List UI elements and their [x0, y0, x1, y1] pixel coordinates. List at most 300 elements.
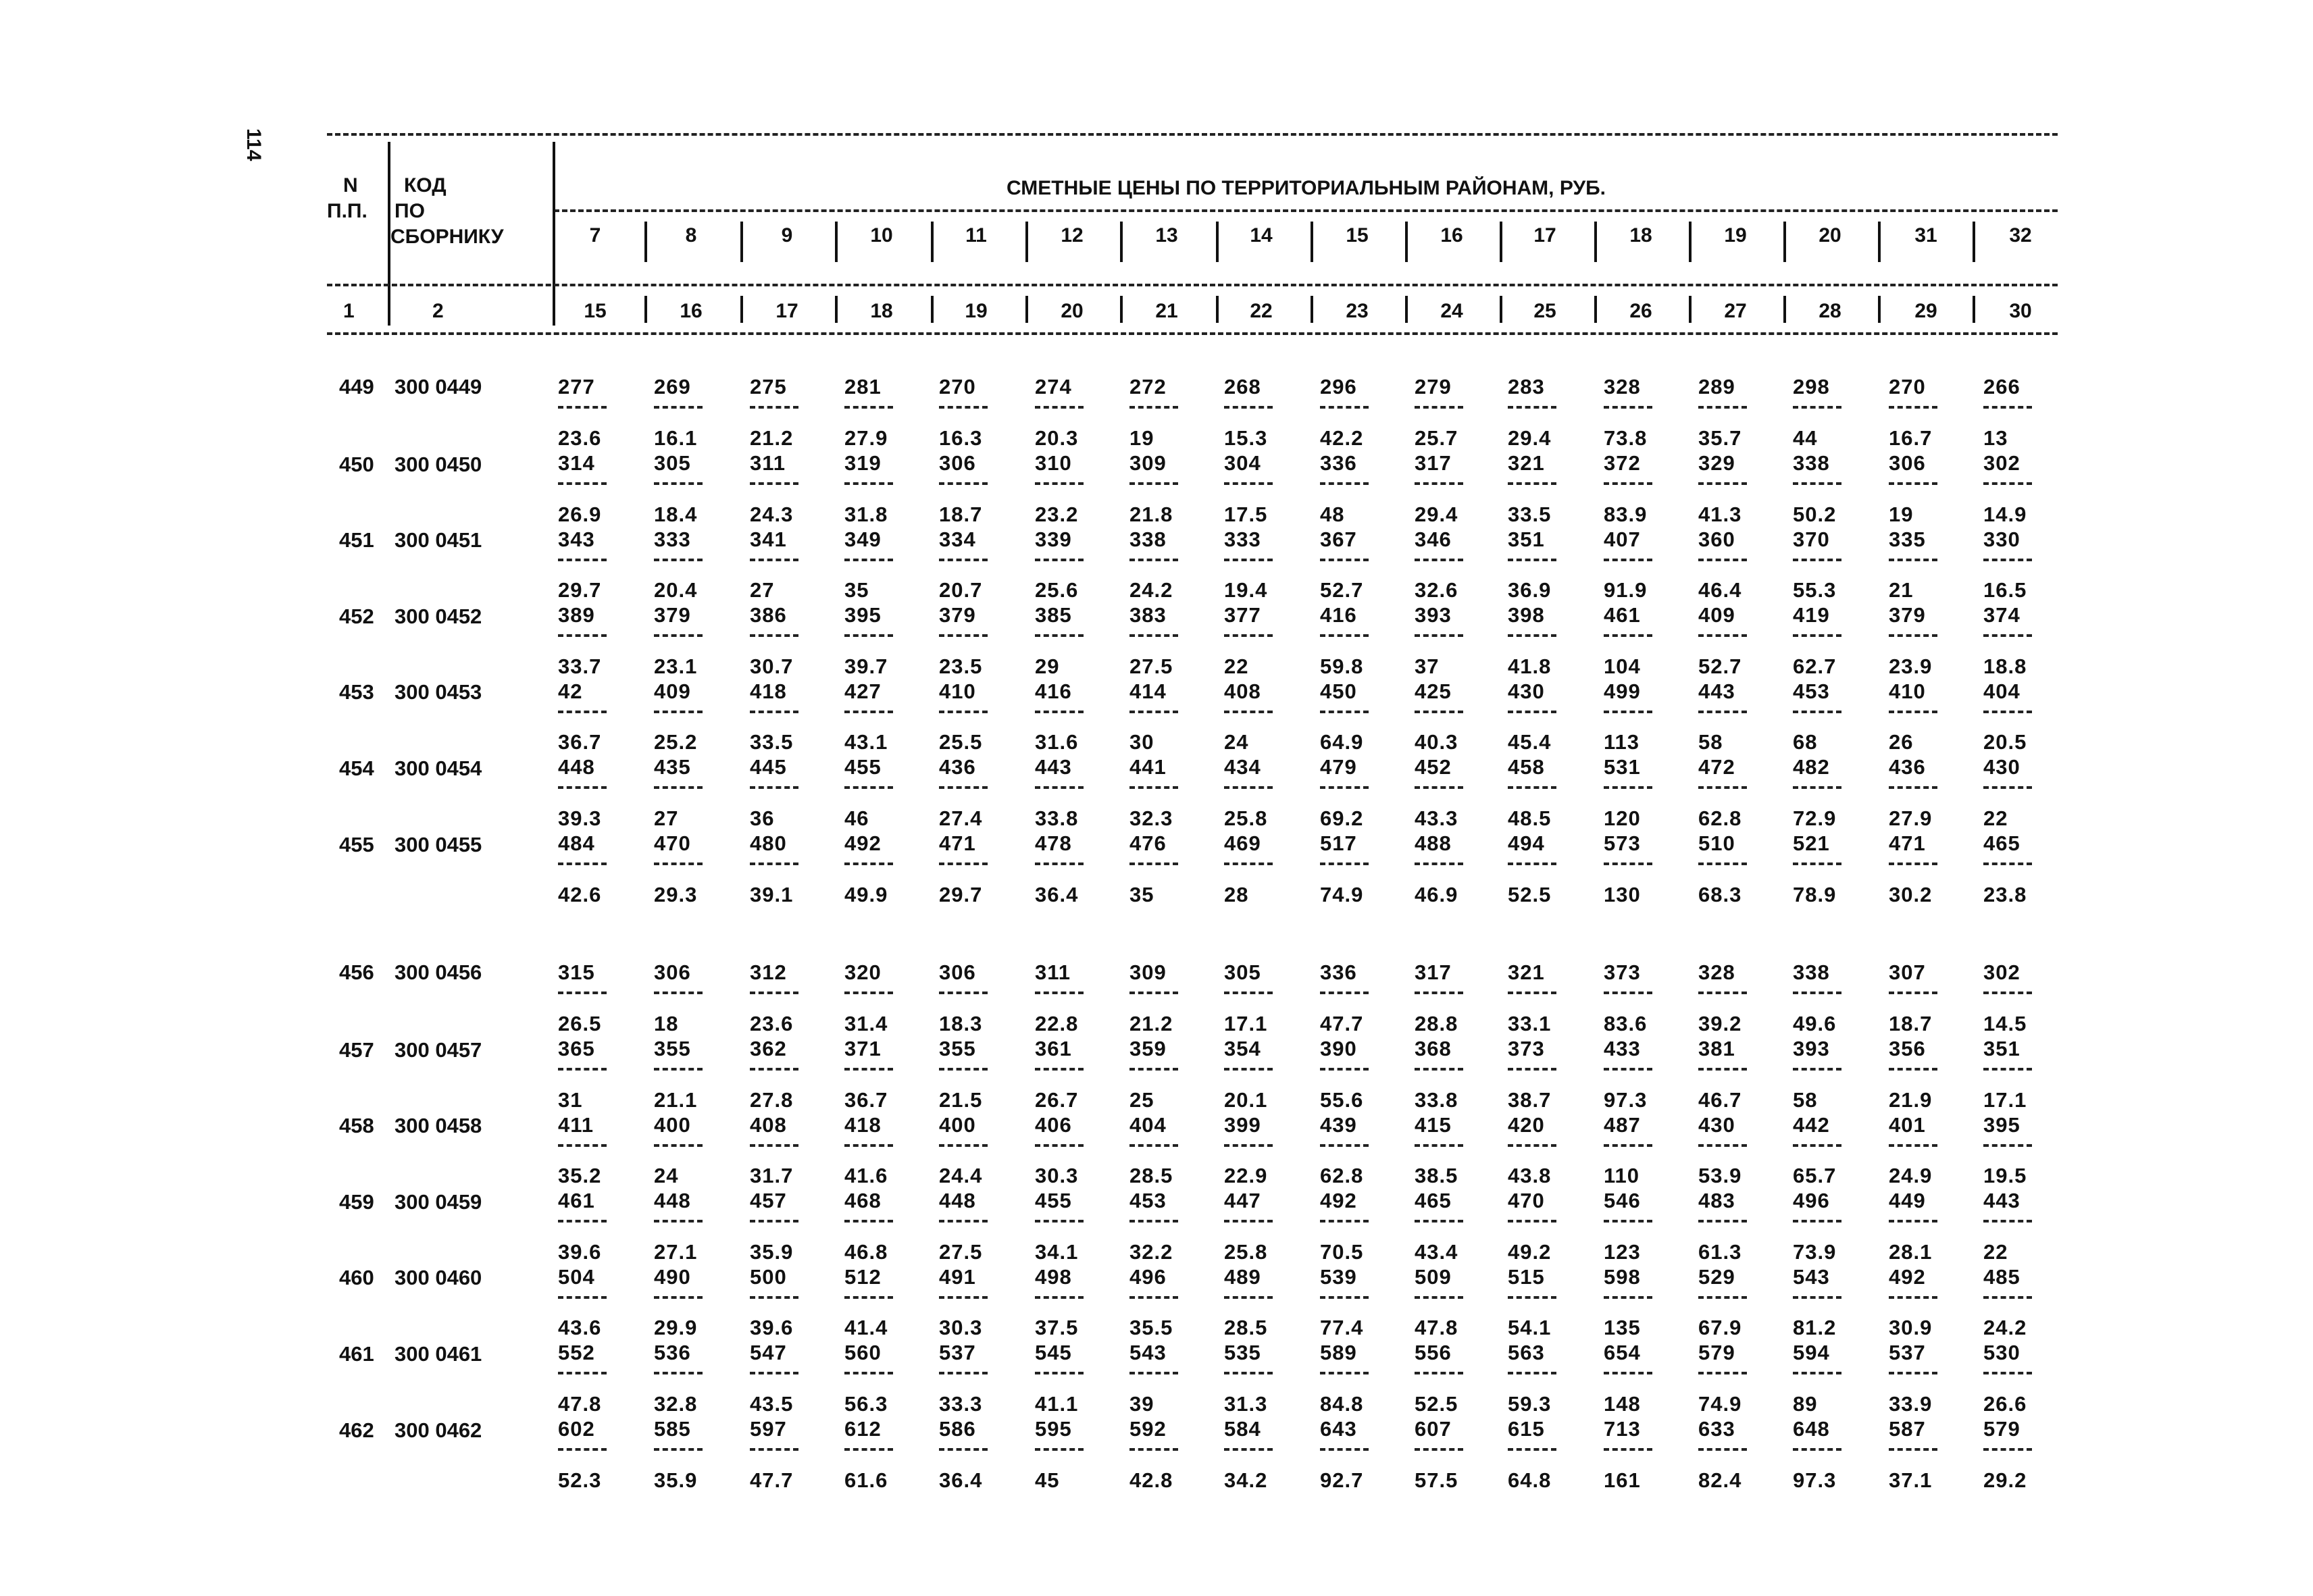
price-cell: 21.1 — [654, 1087, 698, 1112]
price-cell: 298 — [1793, 375, 1830, 398]
row-number: 454 — [339, 756, 374, 780]
price-cell: 439 — [1320, 1112, 1357, 1137]
column-number: 25 — [1533, 300, 1556, 322]
fraction-bar — [1793, 1220, 1841, 1222]
price-cell: 430 — [1983, 755, 2020, 779]
price-cell: 270 — [1889, 375, 1926, 398]
price-cell: 414 — [1129, 679, 1167, 703]
price-cell: 161 — [1604, 1468, 1641, 1492]
fraction-bar — [1983, 482, 2032, 485]
price-cell: 42.6 — [558, 882, 602, 906]
fraction-bar — [844, 406, 893, 409]
price-cell: 368 — [1415, 1037, 1452, 1060]
fraction-bar — [1889, 1448, 1937, 1451]
fraction-bar — [1320, 992, 1369, 994]
header-col-code-line1: КОД — [404, 174, 447, 197]
price-cell: 393 — [1415, 603, 1452, 627]
fraction-bar — [939, 406, 988, 409]
price-cell: 27.8 — [750, 1087, 794, 1112]
price-cell: 49.2 — [1508, 1239, 1552, 1264]
price-cell: 535 — [1224, 1341, 1261, 1365]
fraction-bar — [1698, 406, 1747, 409]
price-cell: 41.8 — [1508, 654, 1552, 678]
price-cell: 24.4 — [939, 1164, 983, 1188]
fraction-bar — [844, 559, 893, 561]
price-cell: 597 — [750, 1417, 787, 1441]
fraction-bar — [654, 992, 703, 994]
price-cell: 563 — [1508, 1341, 1545, 1365]
price-cell: 19.4 — [1224, 578, 1268, 602]
price-cell: 395 — [844, 603, 882, 627]
price-cell: 36.9 — [1508, 578, 1552, 602]
district-number: 20 — [1819, 224, 1841, 247]
row-number: 456 — [339, 960, 374, 984]
price-cell: 480 — [750, 831, 787, 855]
price-cell: 24.9 — [1889, 1164, 1933, 1188]
fraction-bar — [1889, 711, 1937, 713]
fraction-bar — [1035, 559, 1084, 561]
fraction-bar — [939, 786, 988, 789]
price-cell: 31.7 — [750, 1164, 794, 1188]
price-cell: 65.7 — [1793, 1164, 1837, 1188]
price-cell: 55.6 — [1320, 1087, 1364, 1112]
price-cell: 547 — [750, 1341, 787, 1365]
fraction-bar — [1129, 559, 1178, 561]
price-cell: 46 — [844, 806, 869, 830]
price-cell: 48 — [1320, 502, 1345, 526]
fraction-bar — [1983, 1144, 2032, 1147]
fraction-bar — [1508, 1220, 1556, 1222]
header-col-code-line2: ПО — [395, 200, 425, 222]
fraction-bar — [1320, 482, 1369, 485]
price-cell: 21.9 — [1889, 1087, 1933, 1112]
fraction-bar — [1889, 559, 1937, 561]
price-cell: 379 — [654, 603, 691, 627]
fraction-bar — [1415, 786, 1463, 789]
price-cell: 314 — [558, 451, 595, 475]
price-cell: 30.3 — [1035, 1164, 1079, 1188]
price-cell: 32.8 — [654, 1392, 698, 1416]
fraction-bar — [1698, 863, 1747, 865]
price-cell: 483 — [1698, 1189, 1735, 1213]
price-cell: 113 — [1604, 730, 1640, 754]
row-code: 300 0461 — [395, 1342, 482, 1366]
fraction-bar — [1415, 711, 1463, 713]
price-cell: 39.2 — [1698, 1012, 1742, 1035]
fraction-bar — [1224, 786, 1273, 789]
price-cell: 385 — [1035, 603, 1072, 627]
fraction-bar — [654, 1068, 703, 1071]
price-cell: 52.3 — [558, 1468, 602, 1492]
price-cell: 416 — [1035, 679, 1072, 703]
fraction-bar — [1793, 992, 1841, 994]
price-cell: 654 — [1604, 1341, 1641, 1365]
price-cell: 25.2 — [654, 730, 698, 754]
price-cell: 37.1 — [1889, 1468, 1933, 1492]
price-cell: 401 — [1889, 1112, 1926, 1137]
price-cell: 31.6 — [1035, 730, 1079, 754]
price-cell: 338 — [1793, 960, 1830, 984]
price-cell: 336 — [1320, 960, 1357, 984]
price-cell: 317 — [1415, 960, 1452, 984]
price-cell: 321 — [1508, 960, 1545, 984]
price-cell: 469 — [1224, 831, 1261, 855]
district-number: 31 — [1914, 224, 1937, 247]
price-cell: 395 — [1983, 1112, 2020, 1137]
fraction-bar — [1698, 1296, 1747, 1299]
price-cell: 360 — [1698, 527, 1735, 551]
price-cell: 27.9 — [844, 426, 888, 450]
fraction-bar — [654, 1220, 703, 1222]
price-cell: 27.5 — [1129, 654, 1173, 678]
price-cell: 302 — [1983, 960, 2020, 984]
fraction-bar — [844, 482, 893, 485]
price-cell: 648 — [1793, 1417, 1830, 1441]
fraction-bar — [750, 1372, 798, 1374]
price-cell: 53.9 — [1698, 1164, 1742, 1188]
price-cell: 338 — [1793, 451, 1830, 475]
price-cell: 32.6 — [1415, 578, 1458, 602]
price-cell: 546 — [1604, 1189, 1641, 1213]
district-number: 14 — [1250, 224, 1273, 247]
price-cell: 74.9 — [1320, 882, 1364, 906]
price-cell: 19.5 — [1983, 1164, 2027, 1188]
price-cell: 23.9 — [1889, 654, 1933, 678]
fraction-bar — [1508, 1068, 1556, 1071]
fraction-bar — [1889, 786, 1937, 789]
price-cell: 470 — [1508, 1189, 1545, 1213]
price-cell: 69.2 — [1320, 806, 1364, 830]
price-cell: 512 — [844, 1264, 882, 1289]
price-cell: 461 — [1604, 603, 1641, 627]
fraction-bar — [1793, 1448, 1841, 1451]
price-cell: 335 — [1889, 527, 1926, 551]
fraction-bar — [558, 1296, 607, 1299]
price-cell: 52.7 — [1698, 654, 1742, 678]
fraction-bar — [558, 863, 607, 865]
fraction-bar — [750, 1448, 798, 1451]
header-bottom-rule — [327, 332, 2058, 335]
price-cell: 20.3 — [1035, 426, 1079, 450]
price-cell: 29.2 — [1983, 1468, 2027, 1492]
header-divider — [1878, 222, 1881, 262]
row-number: 452 — [339, 604, 374, 628]
price-cell: 130 — [1604, 882, 1641, 906]
price-cell: 410 — [1889, 679, 1926, 703]
price-cell: 365 — [558, 1037, 595, 1060]
price-cell: 39.3 — [558, 806, 602, 830]
fraction-bar — [750, 1144, 798, 1147]
district-number: 19 — [1724, 224, 1747, 247]
price-cell: 68 — [1793, 730, 1818, 754]
price-cell: 430 — [1698, 1112, 1735, 1137]
price-cell: 443 — [1983, 1189, 2020, 1213]
fraction-bar — [1224, 634, 1273, 637]
price-cell: 442 — [1793, 1112, 1830, 1137]
fraction-bar — [1508, 1144, 1556, 1147]
price-cell: 334 — [939, 527, 976, 551]
price-cell: 306 — [939, 451, 976, 475]
price-cell: 584 — [1224, 1417, 1261, 1441]
price-cell: 81.2 — [1793, 1316, 1837, 1340]
price-cell: 279 — [1415, 375, 1452, 398]
district-number: 10 — [870, 224, 893, 247]
price-cell: 43.4 — [1415, 1239, 1458, 1264]
price-cell: 476 — [1129, 831, 1167, 855]
price-cell: 47.8 — [558, 1392, 602, 1416]
header-divider — [553, 142, 555, 326]
price-cell: 26.6 — [1983, 1392, 2027, 1416]
fraction-bar — [1129, 992, 1178, 994]
fraction-bar — [654, 1296, 703, 1299]
row-code: 300 0455 — [395, 832, 482, 856]
column-number: 19 — [965, 300, 988, 322]
fraction-bar — [844, 1372, 893, 1374]
district-number: 18 — [1629, 224, 1652, 247]
header-divider — [1025, 222, 1028, 262]
fraction-bar — [1983, 1068, 2032, 1071]
price-cell: 465 — [1983, 831, 2020, 855]
header-divider — [644, 296, 647, 323]
fraction-bar — [1224, 992, 1273, 994]
row-code: 300 0459 — [395, 1189, 482, 1214]
fraction-bar — [939, 1220, 988, 1222]
fraction-bar — [1035, 634, 1084, 637]
price-cell: 448 — [654, 1189, 691, 1213]
price-cell: 32.3 — [1129, 806, 1173, 830]
price-cell: 41.6 — [844, 1164, 888, 1188]
fraction-bar — [1604, 1220, 1652, 1222]
header-divider — [388, 142, 390, 326]
price-cell: 26.7 — [1035, 1087, 1079, 1112]
fraction-bar — [1320, 634, 1369, 637]
price-cell: 499 — [1604, 679, 1641, 703]
price-cell: 22 — [1983, 1239, 2008, 1264]
row-code: 300 0454 — [395, 756, 482, 780]
fraction-bar — [1035, 1372, 1084, 1374]
price-cell: 36.7 — [844, 1087, 888, 1112]
fraction-bar — [1224, 1220, 1273, 1222]
district-number: 15 — [1346, 224, 1369, 247]
price-cell: 30.3 — [939, 1316, 983, 1340]
price-cell: 367 — [1320, 527, 1357, 551]
price-cell: 309 — [1129, 960, 1167, 984]
price-cell: 317 — [1415, 451, 1452, 475]
price-cell: 312 — [750, 960, 787, 984]
price-cell: 445 — [750, 755, 787, 779]
price-cell: 27 — [654, 806, 679, 830]
price-cell: 452 — [1415, 755, 1452, 779]
fraction-bar — [844, 1296, 893, 1299]
fraction-bar — [1604, 1448, 1652, 1451]
price-cell: 643 — [1320, 1417, 1357, 1441]
fraction-bar — [1889, 863, 1937, 865]
district-number: 7 — [589, 224, 601, 247]
fraction-bar — [844, 863, 893, 865]
fraction-bar — [1983, 1220, 2032, 1222]
price-cell: 381 — [1698, 1037, 1735, 1060]
price-cell: 283 — [1508, 375, 1545, 398]
price-cell: 82.4 — [1698, 1468, 1742, 1492]
price-cell: 43.6 — [558, 1316, 602, 1340]
header-divider — [740, 222, 743, 262]
fraction-bar — [1889, 634, 1937, 637]
fraction-bar — [1224, 1372, 1273, 1374]
fraction-bar — [1698, 1068, 1747, 1071]
price-cell: 521 — [1793, 831, 1830, 855]
price-cell: 17.1 — [1983, 1087, 2027, 1112]
price-cell: 18.3 — [939, 1012, 983, 1035]
row-code: 300 0460 — [395, 1266, 482, 1290]
price-cell: 23.6 — [558, 426, 602, 450]
price-cell: 333 — [1224, 527, 1261, 551]
price-cell: 21.2 — [1129, 1012, 1173, 1035]
fraction-bar — [1698, 1220, 1747, 1222]
price-cell: 35.5 — [1129, 1316, 1173, 1340]
fraction-bar — [1415, 1372, 1463, 1374]
price-cell: 39.7 — [844, 654, 888, 678]
price-cell: 346 — [1415, 527, 1452, 551]
fraction-bar — [654, 406, 703, 409]
price-cell: 359 — [1129, 1037, 1167, 1060]
price-cell: 418 — [844, 1112, 882, 1137]
price-cell: 579 — [1983, 1417, 2020, 1441]
price-cell: 28.5 — [1129, 1164, 1173, 1188]
price-cell: 589 — [1320, 1341, 1357, 1365]
price-cell: 29.7 — [939, 882, 983, 906]
price-cell: 418 — [750, 679, 787, 703]
price-cell: 479 — [1320, 755, 1357, 779]
price-cell: 560 — [844, 1341, 882, 1365]
price-cell: 595 — [1035, 1417, 1072, 1441]
price-cell: 24.2 — [1129, 578, 1173, 602]
price-cell: 29 — [1035, 654, 1060, 678]
price-cell: 14.9 — [1983, 502, 2027, 526]
fraction-bar — [1224, 1296, 1273, 1299]
price-cell: 19 — [1889, 502, 1914, 526]
row-number: 450 — [339, 452, 374, 476]
price-cell: 34.2 — [1224, 1468, 1268, 1492]
row-code: 300 0451 — [395, 528, 482, 552]
price-cell: 425 — [1415, 679, 1452, 703]
column-number: 23 — [1346, 300, 1369, 322]
fraction-bar — [750, 992, 798, 994]
price-cell: 61.6 — [844, 1468, 888, 1492]
price-cell: 24 — [654, 1164, 679, 1188]
fraction-bar — [939, 1448, 988, 1451]
price-cell: 16.1 — [654, 426, 698, 450]
fraction-bar — [1604, 1144, 1652, 1147]
row-number: 462 — [339, 1418, 374, 1442]
price-cell: 44 — [1793, 426, 1818, 450]
price-cell: 275 — [750, 375, 787, 398]
price-cell: 27 — [750, 578, 775, 602]
price-cell: 415 — [1415, 1112, 1452, 1137]
price-cell: 433 — [1604, 1037, 1641, 1060]
fraction-bar — [1889, 1068, 1937, 1071]
price-cell: 612 — [844, 1417, 882, 1441]
price-cell: 148 — [1604, 1392, 1641, 1416]
fraction-bar — [750, 482, 798, 485]
price-cell: 319 — [844, 451, 882, 475]
price-cell: 33.9 — [1889, 1392, 1933, 1416]
column-number: 26 — [1629, 300, 1652, 322]
district-number: 16 — [1440, 224, 1463, 247]
column-number: 21 — [1155, 300, 1178, 322]
price-cell: 399 — [1224, 1112, 1261, 1137]
fraction-bar — [844, 1448, 893, 1451]
fraction-bar — [1698, 1372, 1747, 1374]
price-cell: 509 — [1415, 1264, 1452, 1289]
price-cell: 36 — [750, 806, 775, 830]
price-cell: 450 — [1320, 679, 1357, 703]
price-cell: 321 — [1508, 451, 1545, 475]
price-cell: 58 — [1698, 730, 1723, 754]
price-cell: 30.2 — [1889, 882, 1933, 906]
fraction-bar — [1793, 786, 1841, 789]
fraction-bar — [1604, 482, 1652, 485]
fraction-bar — [1035, 711, 1084, 713]
fraction-bar — [1889, 1144, 1937, 1147]
row-number: 461 — [339, 1342, 374, 1366]
price-cell: 441 — [1129, 755, 1167, 779]
fraction-bar — [1604, 1372, 1652, 1374]
fraction-bar — [1320, 406, 1369, 409]
fraction-bar — [1224, 1144, 1273, 1147]
price-cell: 83.6 — [1604, 1012, 1648, 1035]
price-cell: 407 — [1604, 527, 1641, 551]
price-cell: 27.9 — [1889, 806, 1933, 830]
fraction-bar — [1035, 406, 1084, 409]
price-cell: 19 — [1129, 426, 1154, 450]
price-cell: 39.1 — [750, 882, 794, 906]
price-cell: 485 — [1983, 1264, 2020, 1289]
fraction-bar — [1793, 1296, 1841, 1299]
price-cell: 336 — [1320, 451, 1357, 475]
price-cell: 59.8 — [1320, 654, 1364, 678]
price-cell: 543 — [1129, 1341, 1167, 1365]
price-cell: 498 — [1035, 1264, 1072, 1289]
column-number: 18 — [870, 300, 893, 322]
row-code: 300 0462 — [395, 1418, 482, 1442]
header-divider — [1878, 296, 1881, 323]
fraction-bar — [558, 1372, 607, 1374]
fraction-bar — [1604, 1296, 1652, 1299]
price-cell: 29.4 — [1415, 502, 1458, 526]
row-number: 455 — [339, 832, 374, 856]
price-cell: 62.8 — [1698, 806, 1742, 830]
price-cell: 58 — [1793, 1087, 1818, 1112]
price-cell: 270 — [939, 375, 976, 398]
fraction-bar — [939, 1372, 988, 1374]
price-cell: 339 — [1035, 527, 1072, 551]
price-cell: 602 — [558, 1417, 595, 1441]
price-cell: 33.1 — [1508, 1012, 1552, 1035]
price-cell: 23.1 — [654, 654, 698, 678]
price-cell: 36.4 — [1035, 882, 1079, 906]
price-cell: 43.8 — [1508, 1164, 1552, 1188]
price-cell: 30.7 — [750, 654, 794, 678]
column-number: 16 — [680, 300, 703, 322]
price-cell: 449 — [1889, 1189, 1926, 1213]
fraction-bar — [1604, 406, 1652, 409]
fraction-bar — [1508, 634, 1556, 637]
price-cell: 50.2 — [1793, 502, 1837, 526]
price-cell: 40.3 — [1415, 730, 1458, 754]
price-cell: 22.9 — [1224, 1164, 1268, 1188]
price-cell: 408 — [750, 1112, 787, 1137]
price-cell: 468 — [844, 1189, 882, 1213]
